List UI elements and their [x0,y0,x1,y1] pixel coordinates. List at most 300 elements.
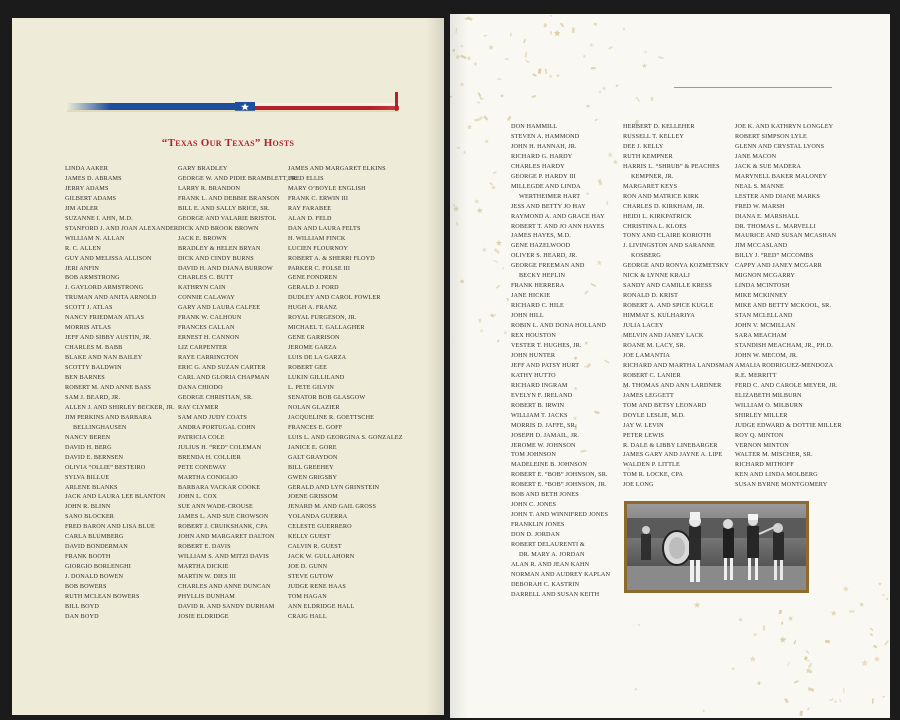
host-name: NOLAN GLAZIER [288,403,340,411]
host-name: PHYLLIS DUNHAM [178,592,235,600]
host-name: JOSEPH D. JAMAIL, JR. [511,431,580,439]
host-name: JACK E. BROWN [178,234,227,242]
confetti-piece [805,650,809,654]
host-name: LESTER AND DIANE MARKS [735,192,820,200]
host-name: JOE LAMANTIA [623,351,670,359]
host-list-column-6 [735,122,842,490]
host-name: DAVID R. AND SANDY DURHAM [178,602,275,610]
confetti-piece [590,43,593,46]
confetti-piece [615,84,619,88]
host-name: GLENN AND CRYSTAL LYONS [735,142,825,150]
host-name: JANE MACON [735,152,777,160]
host-name: ROANE M. LACY, SR. [623,341,686,349]
host-name: BELLINGHAUSEN [73,423,127,431]
left-page [12,18,444,715]
host-name: SUE ANN WADE-CROUSE [178,503,253,511]
host-name: CHARLES D. KIRKHAM, JR. [623,202,705,210]
confetti-piece [702,709,705,712]
host-name: CHARLES HARDY [511,162,565,170]
confetti-piece [787,662,789,667]
host-name: BILL BOYD [65,602,99,610]
host-name: DON D. JORDAN [511,531,560,539]
host-name: RICHARD AND MARTHA LANDSMAN [623,361,734,369]
host-name: FRANCES E. GOFF [288,423,343,431]
host-name: JEROME W. JOHNSON [511,441,576,449]
host-name: KATHRYN CAIN [178,284,226,292]
host-name: DANA CHIODO [178,383,223,391]
host-name: JAMES HAYES, M.D. [511,232,571,240]
host-name: JESS AND BETTY JO HAY [511,202,586,210]
host-name: ANDRA PORTUGAL COHN [178,423,256,431]
host-name: OLIVIA “OLLIE” BESTEIRO [65,463,146,471]
host-name: MORRIS ATLAS [65,324,111,332]
host-name: WILLIAM N. ALLAN [65,234,125,242]
host-name: GEORGE FREEMAN AND [511,262,585,270]
host-name: ROBERT J. CRUIKSHANK, CPA [178,523,268,531]
host-name: ALAN D. FELD [288,214,332,222]
host-name: STEVE GUTOW [288,573,334,581]
confetti-piece [750,656,757,662]
confetti-piece [757,681,761,685]
host-name: LUIS L. AND GEORGINA S. GONZALEZ [288,433,403,441]
host-name: REX HOUSTON [511,332,557,340]
host-name: RON AND MATRICE KIRK [623,192,700,200]
host-name: MARTIN W. DIES III [178,573,237,581]
confetti-piece [493,260,498,263]
host-name: SANDY AND CAMILLE KRESS [623,282,712,290]
host-name: HIMMAT S. KULHARIYA [623,312,696,320]
host-name: MAURICE AND SUSAN MCASHAN [735,232,837,240]
confetti-piece [870,628,874,632]
host-name: GARY BRADLEY [178,165,228,172]
host-name: TOM JOHNSON [511,451,557,459]
host-name: R.E. MERRITT [735,371,777,379]
host-name: FRANK L. AND DEBBIE BRANSON [178,194,280,202]
confetti-piece [870,633,874,636]
host-name: PETE CONEWAY [178,463,227,471]
confetti-piece [807,707,810,710]
host-name: CHRISTINA L. KLOES [623,222,687,230]
host-name: JEFF AND SIBBY AUSTIN, JR. [65,334,152,342]
host-name: JANE HICKIE [511,292,551,300]
confetti-piece [549,75,552,78]
confetti-piece [793,640,796,644]
host-name: R. C. ALLEN [65,244,102,252]
confetti-piece [882,696,885,698]
confetti-piece [477,207,483,213]
host-name: L. PETE GILVIN [288,383,335,391]
host-name: RICHARD G. HARDY [511,152,573,160]
confetti-piece [538,68,542,73]
host-name: FRANK BOOTH [65,553,111,561]
confetti-piece [595,119,598,121]
host-name: STEVEN A. HAMMOND [511,132,580,140]
host-name: CHARLES AND ANNE DUNCAN [178,583,271,591]
host-name: MIGNON MCGARRY [735,272,796,280]
host-name: PATRICIA COLE [178,433,225,441]
confetti-piece [788,616,794,621]
host-name: LARRY R. BRANDON [178,184,241,192]
confetti-piece [554,30,561,37]
host-name: JOHN L. COX [178,493,217,501]
host-name: SHIRLEY MILLER [735,411,788,419]
confetti-piece [502,267,504,269]
confetti-piece [886,597,889,600]
host-name: HERBERT D. KELLEHER [623,123,695,130]
host-list-column-3 [288,164,403,622]
host-name: GENE FONDREN [288,274,338,282]
host-name: CHARLES M. BABB [65,344,123,352]
confetti-piece [545,69,548,75]
host-name: RAYMOND A. AND GRACE HAY [511,212,605,220]
host-name: HARRIS L. “SHRUB” & PEACHES [623,162,720,170]
host-name: M. THOMAS AND ANN LARDNER [623,381,722,389]
host-name: SCOTT J. ATLAS [65,304,113,312]
host-name: GEORGE AND RONYA KOZMETSKY [623,262,729,270]
confetti-piece [650,97,653,101]
host-name: BOB AND BETH JONES [511,491,579,499]
right-page [450,14,890,718]
confetti-piece [849,610,854,613]
host-name: J. GAYLORD ARMSTRONG [65,284,144,292]
host-name: PETER LEWIS [623,431,665,439]
confetti-piece [636,97,640,102]
confetti-piece [781,622,783,625]
host-name: JERRY ADAMS [65,184,109,192]
host-name: MIKE MCKINNEY [735,292,788,300]
confetti-piece [800,711,803,716]
host-name: DON HAMMILL [511,123,558,130]
host-name: RAY CLYMER [178,403,219,411]
confetti-piece [493,171,497,174]
confetti-piece [808,662,813,668]
host-name: JIM ADLER [65,204,99,212]
host-name: STANDISH MEACHAM, JR., PH.D. [735,341,833,349]
host-name: GEORGE AND VALARIE BRISTOL [178,214,277,222]
host-list-column-5 [623,122,734,490]
host-name: NANCY FRIEDMAN ATLAS [65,314,145,322]
host-name: MARYNELL BAKER MALONEY [735,172,828,180]
host-name: JAMES L. AND SUE CROWSON [178,513,269,521]
host-name: JERI ANFIN [65,264,99,272]
host-name: TOM AND BETSY LEONARD [623,401,707,409]
confetti-piece [550,14,552,17]
confetti-piece [613,159,618,164]
host-name: GEORGE W. AND PIDIE BRAMBLETT, JR. [178,174,299,182]
host-name: ROBERT GEE [288,364,327,372]
gutter-shadow [426,18,444,715]
confetti-piece [477,101,480,103]
confetti-piece [591,67,596,69]
host-name: DAN AND LAURA FELTS [288,224,361,232]
host-name: JOHN H. HANNAH, JR. [511,142,577,150]
host-name: ROBERT E. “BOB” JOHNSON, JR. [511,481,607,489]
host-name: EVELYN F. IRELAND [511,391,573,399]
confetti-piece [623,28,626,31]
host-name: CONNIE CALAWAY [178,294,235,302]
host-name: MORRIS D. JAFFE, SR. [511,421,577,429]
confetti-piece [594,22,598,25]
host-name: HUGH A. FRANZ [288,304,337,312]
host-name: ERIC G. AND SUZAN CARTER [178,364,266,372]
host-name: TOM R. LOCKE, CPA [623,471,684,479]
host-name: FRANKLIN JONES [511,521,565,529]
host-name: KATHY HUTTO [511,371,556,379]
host-name: ROBERT M. AND ANNE BASS [65,383,151,391]
confetti-piece [598,90,602,94]
host-name: DICK AND BROOK BROWN [178,224,259,232]
confetti-piece [583,55,587,58]
confetti-piece [500,94,504,98]
host-name: DAVID H. BERG [65,443,112,451]
host-name: RUTH MCLEAN BOWERS [65,592,140,600]
confetti-piece [550,31,552,34]
host-name: DR. THOMAS L. MARVELLI [735,222,816,230]
host-name: JOHN HILL [511,312,544,320]
confetti-piece [490,314,494,318]
gutter-shadow [450,14,468,718]
host-name: JUDGE RENE HAAS [288,583,346,591]
host-name: SUSAN BYRNE MONTGOMERY [735,481,828,489]
host-name: FERD C. AND CAROLE MEYER, JR. [735,381,838,389]
confetti-piece [731,667,735,671]
host-name: FRANK HERRERA [511,282,565,290]
host-name: GUY AND MELISSA ALLISON [65,254,152,262]
host-name: JACQUELINE R. GOETTSCHE [288,413,375,421]
host-name: ROBERT DELAURENTI & [511,541,585,549]
confetti-piece [843,586,849,592]
host-name: JENARD M. AND GAIL GROSS [288,503,377,511]
host-name: BARBARA VACKAR COOKE [178,483,261,491]
confetti-piece [474,199,479,204]
confetti-piece [644,50,648,54]
host-name: SCOTTY BALDWIN [65,364,122,372]
host-name: GIORGIO BORLENGHI [65,563,131,571]
host-name: ROBERT B. IRWIN [511,401,565,409]
host-name: ROBERT C. LANIER [623,371,681,379]
host-name: CARLA BLUMBERG [65,533,124,541]
host-name: CRAIG HALL [288,612,327,620]
host-name: DR. MARY A. JORDAN [519,550,585,558]
host-name: DUDLEY AND CAROL FOWLER [288,294,381,302]
confetti-piece [497,79,501,80]
confetti-piece [825,640,830,643]
host-name: DARRELL AND SUSAN KEITH [511,590,600,598]
host-name: BILLY J. “RED” MCCOMBS [735,252,814,260]
host-name: JAMES LEGGETT [623,391,674,399]
host-name: WERTHEIMER HART [519,192,581,200]
host-name: WILLIAM O. MILBURN [735,401,803,409]
host-name: SUZANNE I. AHN, M.D. [65,214,133,222]
confetti-piece [753,633,757,637]
host-name: JACK & SUE MADERA [735,162,801,170]
host-name: SAM AND JUDY COATS [178,413,247,421]
host-name: GENE HAZELWOOD [511,242,571,250]
confetti-piece [510,33,512,37]
host-name: CALVIN R. GUEST [288,543,342,551]
host-name: BRENDA H. COLLIER [178,453,241,461]
host-name: JEFF AND PATSY HURT [511,361,580,369]
confetti-piece [873,645,877,649]
host-name: SYLVA BILLUE [65,473,110,481]
host-name: ROBERT T. AND JO ANN HAYES [511,222,605,230]
host-name: J. DONALD BOWEN [65,573,124,581]
host-name: DEBORAH C. KASTRIN [511,580,580,588]
confetti-piece [483,115,488,120]
host-name: ROBERT SIMPSON LYLE [735,132,807,140]
host-name: GEORGE P. HARDY III [511,172,576,180]
host-name: ERNEST H. CANNON [178,334,240,342]
host-name: FRED W. MARSH [735,202,785,210]
host-name: WALTER M. MISCHER, SR. [735,451,813,459]
confetti-piece [478,92,482,97]
host-name: FRANCES CALLAN [178,324,235,332]
confetti-piece [491,185,496,190]
confetti-piece [804,656,808,660]
host-name: GERALD J. FORD [288,284,339,292]
host-name: PARKER C. FOLSE III [288,264,351,272]
host-name: GILBERT ADAMS [65,194,117,202]
page-title: “Texas Our Texas” Hosts [161,137,295,149]
host-name: LINDA AAKER [65,165,109,172]
host-name: MARTHA CONIGLIO [178,473,238,481]
host-name: KELLY GUEST [288,533,331,541]
texas-flag-banner [67,86,399,116]
confetti-piece [556,74,560,78]
host-name: MELVIN AND JANEY LACK [623,332,704,340]
host-name: SENATOR BOB GLASGOW [288,393,366,401]
host-name: BILL GREEHEY [288,463,334,471]
host-name: ROBIN L. AND DONA HOLLAND [511,322,607,330]
host-name: JIM MCCASLAND [735,242,788,250]
confetti-piece [506,298,509,301]
host-name: GEORGE CHRISTIAN, SR. [178,393,253,401]
host-name: JOHN W. MECOM, JR. [735,351,798,359]
confetti-piece [505,58,508,60]
host-name: JAMES GARY AND JAYNE A. LIPE [623,451,723,459]
host-name: WILLIAM T. JACKS [511,411,568,419]
host-name: J. LIVINGSTON AND SARANNE [623,242,715,250]
host-name: ARLENE BLANKS [65,483,118,491]
host-name: BILL E. AND SALLY BRICE, SR. [178,204,270,212]
confetti-piece [523,39,526,43]
host-name: CELESTE GUERRERO [288,523,352,531]
host-name: KOSBERG [631,252,661,260]
confetti-piece [642,63,647,68]
host-name: MARTHA DICKIE [178,563,229,571]
host-name: ROBERT E. “BOB” JOHNSON, SR. [511,471,608,479]
host-name: JUDGE EDWARD & DOTTIE MILLER [735,421,842,429]
confetti-piece [560,23,564,28]
host-name: BEN BARNES [65,374,105,382]
host-name: BECKY HEFLIN [519,272,566,280]
confetti-piece [572,27,575,32]
confetti-piece [807,659,810,662]
host-name: JOE LONG [623,481,654,489]
host-name: LINDA MCINTOSH [735,282,790,290]
confetti-piece [496,285,500,289]
host-name: JOHN V. MCMILLAN [735,322,796,330]
host-name: MARY O’BOYLE ENGLISH [288,184,366,192]
host-name: SAM J. BEARD, JR. [65,393,121,401]
confetti-piece [839,699,841,703]
host-name: ALAN R. AND JEAN KAHN [511,560,590,568]
confetti-piece [634,688,637,691]
host-name: ANN ELDRIDGE HALL [288,602,355,610]
host-name: JAMES D. ABRAMS [65,174,122,182]
host-name: ROBERT A. AND SPICE KUGLE [623,302,714,310]
host-name: ROYAL FURGESON, JR. [288,314,357,322]
host-name: CAPPY AND JANEY MCGARR [735,262,822,270]
host-name: DAVID E. BERNSEN [65,453,124,461]
host-name: RICHARD MITHOFF [735,461,794,469]
confetti-piece [475,118,480,121]
confetti-piece [779,610,782,614]
host-name: DICK AND CINDY BURNS [178,254,254,262]
host-name: JACK AND LAURA LEE BLANTON [65,493,166,501]
confetti-piece [843,688,845,693]
host-name: TOM HAGAN [288,592,327,600]
confetti-piece [859,602,864,607]
confetti-piece [503,330,507,334]
host-name: AMALIA RODRIGUEZ-MENDOZA [735,361,834,369]
host-name: TRUMAN AND ANITA ARNOLD [65,294,157,302]
gold-rule [674,87,832,88]
confetti-piece [694,602,700,608]
host-name: JOSIE ELDRIDGE [178,612,229,620]
host-name: ELIZABETH MILBURN [735,391,802,399]
confetti-piece [494,314,496,316]
host-name: DEE J. KELLY [623,142,664,150]
confetti-piece [484,139,489,144]
confetti-piece [586,105,589,108]
host-name: GERALD AND LYN GRINSTEIN [288,483,380,491]
host-name: FRANK W. CALHOUN [178,314,242,322]
host-name: MILLEGDE AND LINDA [511,182,581,190]
confetti-piece [496,240,502,246]
confetti-piece [482,247,488,252]
confetti-piece [637,623,640,626]
confetti-piece [784,698,789,704]
host-name: FRED ELLIS [288,174,324,182]
confetti-piece [532,73,536,76]
host-name: GWEN GRIGSBY [288,473,338,481]
host-name: SARA MEACHAM [735,332,787,340]
marching-band-photo [624,501,809,593]
host-name: ALLEN J. AND SHIRLEY BECKER, JR. [65,403,175,411]
confetti-piece [532,95,536,98]
confetti-piece [861,659,868,666]
confetti-piece [878,582,882,585]
host-name: MADELEINE B. JOHNSON [511,461,588,469]
host-name: NANCY BEREN [65,433,111,441]
host-name: JOHN HUNTER [511,351,556,359]
host-name: WALDEN P. LITTLE [623,461,680,469]
confetti-piece [763,626,765,631]
host-name: KEMPNER, JR. [631,172,674,180]
host-name: JOHN R. BLINN [65,503,111,511]
confetti-piece [874,656,880,662]
confetti-piece [474,63,476,66]
host-name: LUKIN GILLILAND [288,374,345,382]
confetti-piece [831,610,837,616]
host-name: RUSSELL T. KELLEY [623,132,685,140]
confetti-piece [525,52,528,57]
host-name: OLIVER S. HEARD, JR. [511,252,578,260]
host-name: DAVID BONDERMAN [65,543,128,551]
host-name: NEAL S. MANNE [735,182,784,190]
confetti-piece [782,638,787,639]
